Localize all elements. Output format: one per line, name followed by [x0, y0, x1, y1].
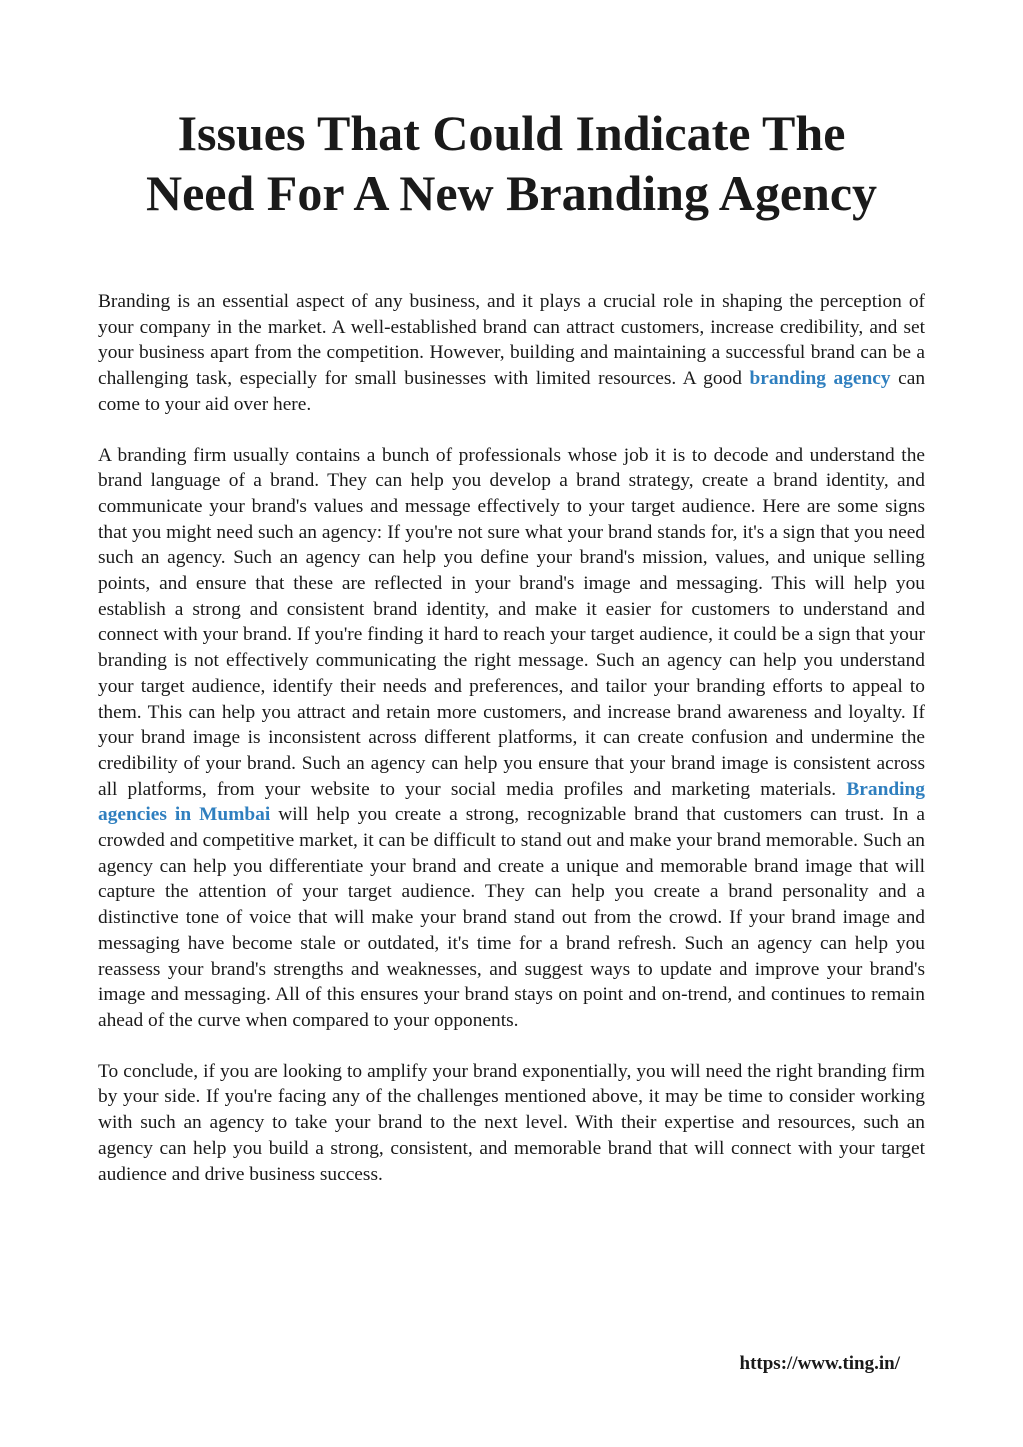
paragraph-signs-text-before: A branding firm usually contains a bunch of professionals whose job it is to decode and understand the brand language of a brand. They can help you develop a brand strategy, create a brand identity, and communicate your brand's values and message effectively to your target audience. Here are some signs that you might need such an agency: If you're not sure what your brand stands for, it's a sign that you need such an agency. Such an agency can help you define your brand's mission, values, and unique selling points, and ensure that these are reflected in your brand's image and messaging. This will help you establish a strong and consistent brand identity, and make it easier for customers to understand and connect with your brand. If you're finding it hard to reach your target audience, it could be a sign that your branding is not effectively communicating the right message. Such an agency can help you understand your target audience, identify their needs and preferences, and tailor your branding efforts to appeal to them. This can help you attract and retain more customers, and increase brand awareness and loyalty. If your brand image is inconsistent across different platforms, it can create confusion and undermine the credibility of your brand. Such an agency can help you ensure that your brand image is consistent across all platforms, from your website to your social media profiles and marketing materials.	[98, 444, 925, 800]
paragraph-intro-text-before: Branding is an essential aspect of any business, and it plays a crucial role in shaping the perception of your company in the market. A well-established brand can attract customers, increase credibility, and set your business apart from the competition. However, building and maintaining a successful brand can be a challenging task, especially for small businesses with limited resources. A good	[98, 291, 925, 390]
page-title-line-2: Need For A New Branding Agency	[145, 165, 878, 221]
article-body	[98, 289, 925, 1212]
footer-url: https://www.ting.in/	[739, 1353, 900, 1374]
branding-agency-link[interactable]: branding agency	[749, 368, 891, 390]
page-title-line-1: Issues That Could Indicate The	[177, 105, 846, 161]
paragraph-conclusion: To conclude, if you are looking to amplify your brand exponentially, you will need the right branding firm by your side. If you're facing any of the challenges mentioned above, it may be time to consider working with such an agency to take your brand to the next level. With their expertise and resources, such an agency can help you build a strong, consistent, and memorable brand that will connect with your target audience and drive business success.	[98, 1060, 925, 1185]
paragraph-signs	[98, 443, 925, 1034]
branding-agencies-mumbai-link[interactable]: Branding agencies in Mumbai	[98, 778, 925, 826]
page-title	[60, 103, 963, 223]
paragraph-signs-text-after: will help you create a strong, recognizable brand that customers can trust. In a crowded and competitive market, it can be difficult to stand out and make your brand memorable. Such an agency can help you differentiate your brand and create a unique and memorable brand image that will capture the attention of your target audience. They can help you create a brand personality and a distinctive tone of voice that will make your brand stand out from the crowd. If your brand image and messaging have become stale or outdated, it's time for a brand refresh. Such an agency can help you reassess your brand's strengths and weaknesses, and suggest ways to update and improve your brand's image and messaging. All of this ensures your brand stays on point and on-trend, and continues to remain ahead of the curve when compared to your opponents.	[98, 804, 925, 1031]
paragraph-intro	[98, 289, 925, 418]
paragraph-intro-text-after: can come to your aid over here.	[98, 368, 926, 415]
